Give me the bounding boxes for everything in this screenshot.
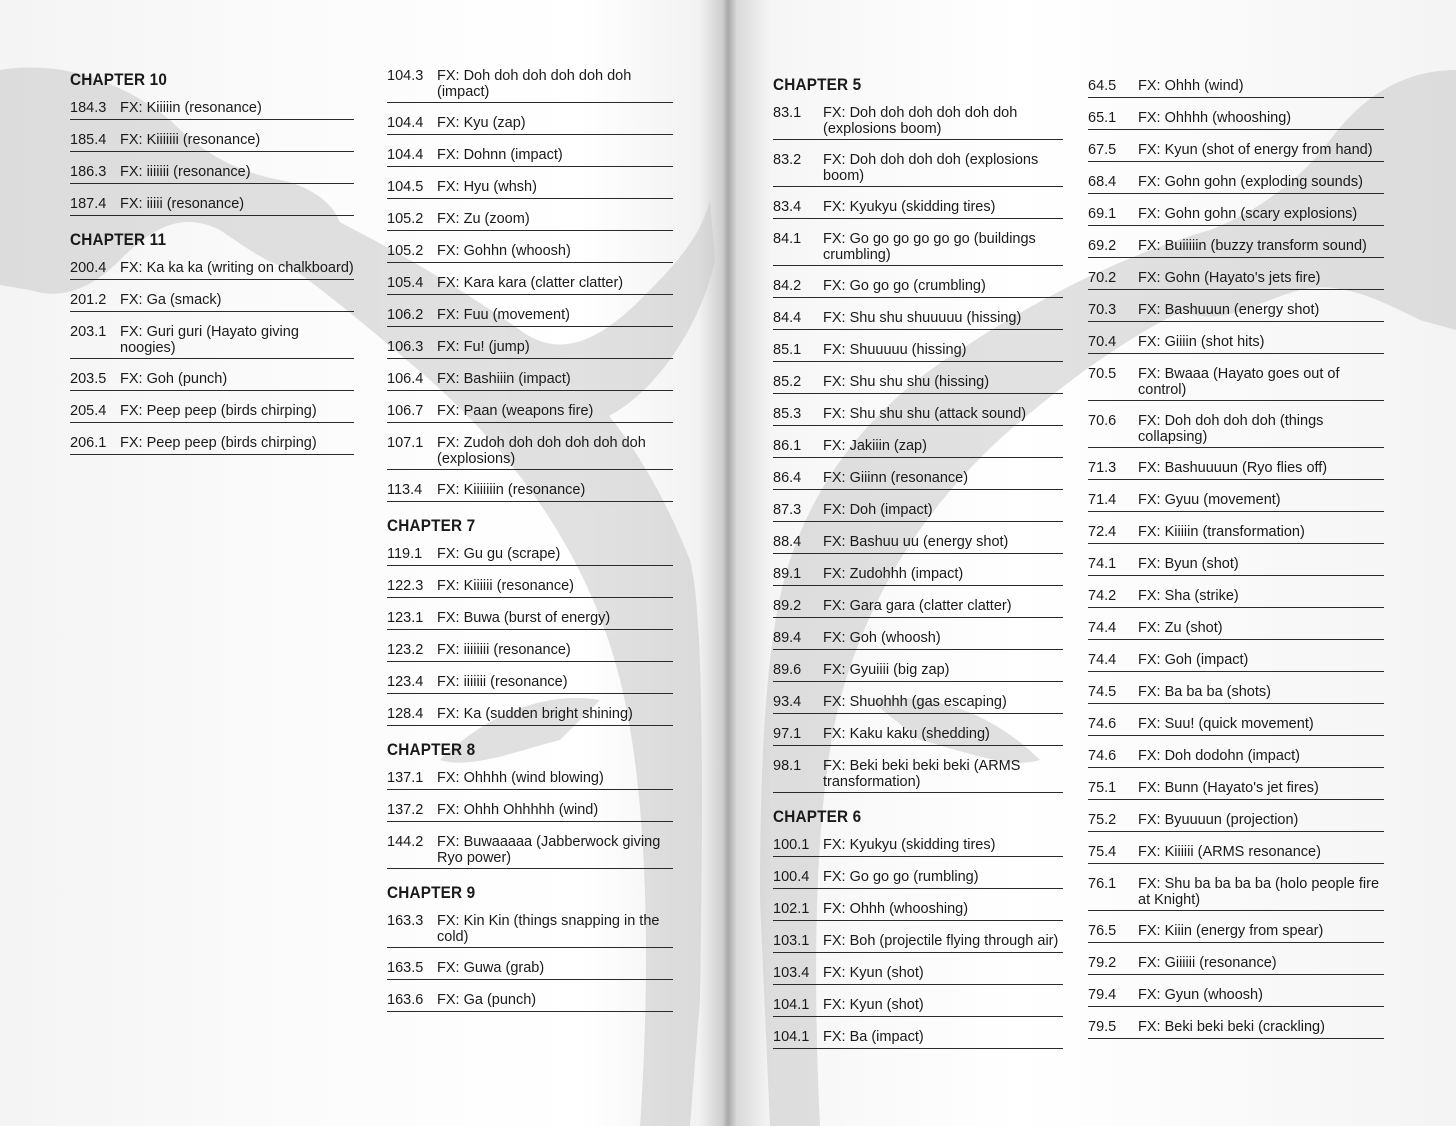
fx-text: FX: Goh (impact) — [1138, 652, 1249, 668]
chapter-heading: CHAPTER 5 — [773, 75, 862, 94]
fx-text: FX: Go go go (rumbling) — [823, 869, 979, 885]
page-number: 106.7 — [387, 403, 424, 419]
fx-text: FX: Ka ka ka (writing on chalkboard) — [120, 260, 354, 276]
chapter-heading: CHAPTER 6 — [773, 807, 862, 826]
page-number: 67.5 — [1088, 142, 1117, 158]
fx-entry — [387, 482, 673, 502]
page-number: 74.4 — [1088, 652, 1117, 668]
fx-entry — [1088, 812, 1384, 832]
page-number: 105.2 — [387, 211, 424, 227]
page-number: 100.1 — [773, 837, 810, 853]
fx-entry — [773, 965, 1063, 985]
fx-text: FX: Doh doh doh doh doh doh (explosions boom) — [823, 105, 1018, 137]
page-number: 70.5 — [1088, 366, 1117, 382]
fx-text: FX: Doh doh doh doh doh doh (impact) — [437, 68, 632, 100]
page-number: 85.3 — [773, 406, 802, 422]
fx-text: FX: Peep peep (birds chirping) — [120, 403, 317, 419]
fx-entry — [387, 834, 673, 869]
fx-text: FX: Sha (strike) — [1138, 588, 1239, 604]
page-number: 137.1 — [387, 770, 424, 786]
fx-entry — [1088, 110, 1384, 130]
fx-entry — [387, 960, 673, 980]
fx-text: FX: Beki beki beki beki (ARMS transformation) — [823, 758, 1021, 790]
fx-entry — [773, 231, 1063, 266]
page-number: 123.1 — [387, 610, 424, 626]
page-number: 89.6 — [773, 662, 802, 678]
fx-entry — [387, 674, 673, 694]
fx-entry — [1088, 748, 1384, 768]
page-number: 85.1 — [773, 342, 802, 358]
fx-entry — [773, 374, 1063, 394]
fx-text: FX: Bunn (Hayato's jet fires) — [1138, 780, 1319, 796]
page-number: 98.1 — [773, 758, 802, 774]
fx-entry — [1088, 524, 1384, 544]
fx-entry — [70, 324, 354, 359]
page-number: 203.5 — [70, 371, 107, 387]
fx-entry — [1088, 366, 1384, 401]
fx-entry — [1088, 460, 1384, 480]
fx-text: FX: Ohhh (whooshing) — [823, 901, 969, 917]
fx-entry — [1088, 652, 1384, 672]
fx-text: FX: Kiiiiin (resonance) — [120, 100, 262, 116]
fx-text: FX: Ohhhh (whooshing) — [1138, 110, 1292, 126]
fx-text: FX: Peep peep (birds chirping) — [120, 435, 317, 451]
fx-entry — [773, 758, 1063, 793]
fx-text: FX: iiiiiii (resonance) — [437, 674, 568, 690]
fx-text: FX: Guwa (grab) — [437, 960, 545, 976]
fx-entry — [387, 642, 673, 662]
fx-entry — [1088, 716, 1384, 736]
fx-text: FX: Beki beki beki (crackling) — [1138, 1019, 1325, 1035]
page-number: 123.2 — [387, 642, 424, 658]
page-number: 76.1 — [1088, 876, 1117, 892]
fx-text: FX: Ka (sudden bright shining) — [437, 706, 633, 722]
column-4 — [1088, 78, 1384, 1051]
column-1 — [70, 70, 354, 467]
page-number: 71.3 — [1088, 460, 1117, 476]
page-number: 102.1 — [773, 901, 810, 917]
page-number: 187.4 — [70, 196, 107, 212]
page-number: 119.1 — [387, 546, 423, 562]
page-number: 163.6 — [387, 992, 424, 1008]
page-number: 75.4 — [1088, 844, 1117, 860]
fx-entry — [387, 243, 673, 263]
fx-text: FX: Kiiiiin (transformation) — [1138, 524, 1305, 540]
fx-text: FX: Doh doh doh doh (things collapsing) — [1138, 413, 1324, 445]
fx-entry — [773, 534, 1063, 554]
fx-entry — [70, 435, 354, 455]
fx-entry — [1088, 334, 1384, 354]
fx-entry — [773, 406, 1063, 426]
chapter-heading: CHAPTER 7 — [387, 516, 476, 535]
chapter-heading: CHAPTER 9 — [387, 883, 476, 902]
page-number: 69.2 — [1088, 238, 1117, 254]
fx-entry — [387, 610, 673, 630]
page-number: 83.2 — [773, 152, 802, 168]
fx-text: FX: Fuu (movement) — [437, 307, 570, 323]
fx-entry — [773, 310, 1063, 330]
fx-text: FX: Kiiin (energy from spear) — [1138, 923, 1324, 939]
fx-entry — [1088, 987, 1384, 1007]
fx-text: FX: Dohnn (impact) — [437, 147, 563, 163]
page-number: 104.4 — [387, 147, 424, 163]
fx-entry — [387, 211, 673, 231]
fx-text: FX: Zu (shot) — [1138, 620, 1223, 636]
page-number: 104.4 — [387, 115, 424, 131]
fx-entry — [773, 470, 1063, 490]
page-number: 113.4 — [387, 482, 423, 498]
page-number: 122.3 — [387, 578, 424, 594]
page-number: 79.2 — [1088, 955, 1117, 971]
fx-text: FX: Zu (zoom) — [437, 211, 530, 227]
fx-text: FX: Guri guri (Hayato giving noogies) — [120, 324, 299, 356]
fx-entry — [387, 403, 673, 423]
page-number: 70.2 — [1088, 270, 1117, 286]
fx-entry — [1088, 684, 1384, 704]
page-number: 64.5 — [1088, 78, 1117, 94]
page-number: 107.1 — [387, 435, 424, 451]
page-number: 79.5 — [1088, 1019, 1117, 1035]
fx-text: FX: Buiiiiin (buzzy transform sound) — [1138, 238, 1367, 254]
fx-text: FX: Kiiiiiiin (resonance) — [437, 482, 586, 498]
fx-entry — [773, 837, 1063, 857]
page-number: 203.1 — [70, 324, 107, 340]
fx-entry — [773, 694, 1063, 714]
fx-text: FX: Gohn gohn (scary explosions) — [1138, 206, 1358, 222]
page-number: 70.6 — [1088, 413, 1117, 429]
fx-entry — [387, 147, 673, 167]
fx-text: FX: Gyuiiii (big zap) — [823, 662, 950, 678]
page-number: 206.1 — [70, 435, 107, 451]
page-number: 84.4 — [773, 310, 802, 326]
fx-text: FX: Gyuu (movement) — [1138, 492, 1281, 508]
fx-entry — [70, 196, 354, 216]
fx-text: FX: Giiiin (shot hits) — [1138, 334, 1265, 350]
page-number: 103.1 — [773, 933, 810, 949]
page-number: 83.1 — [773, 105, 802, 121]
fx-entry — [387, 339, 673, 359]
fx-text: FX: Giiinn (resonance) — [823, 470, 969, 486]
fx-entry — [387, 913, 673, 948]
fx-entry — [1088, 588, 1384, 608]
fx-text: FX: Jakiiin (zap) — [823, 438, 927, 454]
fx-text: FX: Bashuu uu (energy shot) — [823, 534, 1009, 550]
chapter-heading: CHAPTER 11 — [70, 230, 167, 249]
fx-text: FX: Ga (smack) — [120, 292, 222, 308]
fx-entry — [773, 662, 1063, 682]
fx-entry — [773, 438, 1063, 458]
page-number: 186.3 — [70, 164, 107, 180]
page-number: 200.4 — [70, 260, 107, 276]
fx-entry — [387, 546, 673, 566]
fx-text: FX: Boh (projectile flying through air) — [823, 933, 1059, 949]
page-number: 89.1 — [773, 566, 802, 582]
fx-text: FX: Gyun (whoosh) — [1138, 987, 1263, 1003]
fx-text: FX: Kiiiiii (resonance) — [437, 578, 574, 594]
page-number: 106.2 — [387, 307, 424, 323]
fx-text: FX: Bwaaa (Hayato goes out of control) — [1138, 366, 1340, 398]
fx-entry — [387, 578, 673, 598]
fx-entry — [70, 403, 354, 423]
fx-text: FX: Ba ba ba (shots) — [1138, 684, 1271, 700]
fx-text: FX: Bashuuuun (Ryo flies off) — [1138, 460, 1328, 476]
fx-entry — [1088, 142, 1384, 162]
fx-entry — [1088, 78, 1384, 98]
fx-text: FX: Doh (impact) — [823, 502, 933, 518]
page-number: 137.2 — [387, 802, 424, 818]
fx-entry — [1088, 876, 1384, 911]
fx-text: FX: Doh doh doh doh (explosions boom) — [823, 152, 1039, 184]
column-3 — [773, 75, 1063, 1061]
fx-entry — [773, 105, 1063, 140]
page-number: 100.4 — [773, 869, 810, 885]
fx-text: FX: Kyun (shot) — [823, 965, 924, 981]
fx-text: FX: Gohn (Hayato's jets fire) — [1138, 270, 1321, 286]
page-number: 205.4 — [70, 403, 107, 419]
chapter-heading: CHAPTER 8 — [387, 740, 476, 759]
page-number: 74.4 — [1088, 620, 1117, 636]
fx-text: FX: Shu ba ba ba ba (holo people fire at Knight) — [1138, 876, 1380, 908]
page-number: 163.5 — [387, 960, 424, 976]
fx-text: FX: iiiii (resonance) — [120, 196, 245, 212]
fx-text: FX: Byun (shot) — [1138, 556, 1239, 572]
fx-text: FX: Ohhh (wind) — [1138, 78, 1244, 94]
page-number: 104.1 — [773, 1029, 810, 1045]
page-number: 185.4 — [70, 132, 107, 148]
fx-entry — [387, 802, 673, 822]
fx-entry — [387, 115, 673, 135]
fx-text: FX: Kiiiiii (ARMS resonance) — [1138, 844, 1321, 860]
fx-entry — [1088, 174, 1384, 194]
fx-entry — [70, 292, 354, 312]
fx-text: FX: Byuuuun (projection) — [1138, 812, 1299, 828]
fx-entry — [1088, 844, 1384, 864]
fx-text: FX: Goh (whoosh) — [823, 630, 941, 646]
fx-entry — [1088, 492, 1384, 512]
page-number: 144.2 — [387, 834, 424, 850]
page-number: 75.1 — [1088, 780, 1117, 796]
page-number: 87.3 — [773, 502, 802, 518]
fx-text: FX: Zudohhh (impact) — [823, 566, 964, 582]
page-number: 79.4 — [1088, 987, 1117, 1003]
page-number: 105.2 — [387, 243, 424, 259]
chapter-heading: CHAPTER 10 — [70, 70, 168, 89]
fx-text: FX: iiiiiii (resonance) — [120, 164, 251, 180]
page-number: 105.4 — [387, 275, 424, 291]
fx-text: FX: Goh (punch) — [120, 371, 228, 387]
page-number: 74.6 — [1088, 716, 1117, 732]
page-number: 72.4 — [1088, 524, 1117, 540]
page-number: 93.4 — [773, 694, 802, 710]
fx-text: FX: Doh dodohn (impact) — [1138, 748, 1300, 764]
fx-text: FX: Shuuuuu (hissing) — [823, 342, 967, 358]
page-number: 84.1 — [773, 231, 802, 247]
fx-text: FX: iiiiiiii (resonance) — [437, 642, 571, 658]
fx-text: FX: Fu! (jump) — [437, 339, 530, 355]
fx-text: FX: Kyukyu (skidding tires) — [823, 199, 996, 215]
fx-entry — [773, 502, 1063, 522]
page-number: 74.1 — [1088, 556, 1117, 572]
page-number: 106.4 — [387, 371, 424, 387]
fx-entry — [387, 992, 673, 1012]
fx-text: FX: Kyun (shot of energy from hand) — [1138, 142, 1373, 158]
fx-text: FX: Kyukyu (skidding tires) — [823, 837, 996, 853]
fx-text: FX: Kara kara (clatter clatter) — [437, 275, 624, 291]
fx-text: FX: Gohhn (whoosh) — [437, 243, 571, 259]
page-number: 84.2 — [773, 278, 802, 294]
fx-entry — [1088, 955, 1384, 975]
fx-entry — [387, 770, 673, 790]
page-number: 86.4 — [773, 470, 802, 486]
fx-text: FX: Gara gara (clatter clatter) — [823, 598, 1012, 614]
fx-entry — [387, 435, 673, 470]
fx-text: FX: Kyu (zap) — [437, 115, 526, 131]
page-number: 86.1 — [773, 438, 802, 454]
page-number: 97.1 — [773, 726, 802, 742]
fx-entry — [773, 1029, 1063, 1049]
fx-entry — [70, 164, 354, 184]
fx-text: FX: Shu shu shu (attack sound) — [823, 406, 1027, 422]
fx-entry — [387, 275, 673, 295]
page-number: 74.6 — [1088, 748, 1117, 764]
fx-text: FX: Suu! (quick movement) — [1138, 716, 1314, 732]
fx-entry — [387, 706, 673, 726]
fx-text: FX: Buwaaaaa (Jabberwock giving Ryo power) — [437, 834, 661, 866]
fx-text: FX: Ohhhh (wind blowing) — [437, 770, 604, 786]
page-number: 70.4 — [1088, 334, 1117, 350]
fx-entry — [773, 278, 1063, 298]
fx-text: FX: Giiiiii (resonance) — [1138, 955, 1277, 971]
fx-entry — [773, 630, 1063, 650]
page-number: 89.2 — [773, 598, 802, 614]
page-number: 68.4 — [1088, 174, 1117, 190]
page-number: 69.1 — [1088, 206, 1117, 222]
fx-entry — [773, 598, 1063, 618]
page-number: 163.3 — [387, 913, 424, 929]
fx-entry — [773, 152, 1063, 187]
fx-entry — [773, 869, 1063, 889]
fx-entry — [1088, 780, 1384, 800]
fx-entry — [1088, 1019, 1384, 1039]
fx-text: FX: Ba (impact) — [823, 1029, 924, 1045]
fx-text: FX: Kyun (shot) — [823, 997, 924, 1013]
fx-entry — [773, 901, 1063, 921]
fx-text: FX: Go go go (crumbling) — [823, 278, 986, 294]
fx-text: FX: Paan (weapons fire) — [437, 403, 594, 419]
fx-entry — [1088, 270, 1384, 290]
fx-text: FX: Ohhh Ohhhhh (wind) — [437, 802, 599, 818]
page-number: 103.4 — [773, 965, 810, 981]
fx-entry — [70, 100, 354, 120]
page-number: 74.5 — [1088, 684, 1117, 700]
page-number: 65.1 — [1088, 110, 1117, 126]
fx-entry — [1088, 556, 1384, 576]
page-number: 88.4 — [773, 534, 802, 550]
fx-entry — [70, 260, 354, 280]
column-2 — [387, 68, 673, 1024]
fx-entry — [773, 342, 1063, 362]
fx-text: FX: Bashuuun (energy shot) — [1138, 302, 1320, 318]
fx-entry — [1088, 923, 1384, 943]
fx-entry — [773, 566, 1063, 586]
page-number: 104.5 — [387, 179, 424, 195]
fx-text: FX: Ga (punch) — [437, 992, 537, 1008]
fx-entry — [387, 307, 673, 327]
page-number: 184.3 — [70, 100, 107, 116]
fx-entry — [387, 68, 673, 103]
fx-text: FX: Shu shu shu (hissing) — [823, 374, 990, 390]
fx-text: FX: Bashiiin (impact) — [437, 371, 571, 387]
fx-text: FX: Shu shu shuuuuu (hissing) — [823, 310, 1022, 326]
page-number: 123.4 — [387, 674, 424, 690]
fx-entry — [1088, 620, 1384, 640]
page-number: 89.4 — [773, 630, 802, 646]
fx-text: FX: Zudoh doh doh doh doh doh (explosions) — [437, 435, 646, 467]
fx-text: FX: Kaku kaku (shedding) — [823, 726, 990, 742]
page-number: 128.4 — [387, 706, 424, 722]
page-number: 106.3 — [387, 339, 424, 355]
fx-text: FX: Kiiiiiii (resonance) — [120, 132, 261, 148]
page-number: 75.2 — [1088, 812, 1117, 828]
fx-text: FX: Buwa (burst of energy) — [437, 610, 611, 626]
fx-entry — [70, 371, 354, 391]
fx-entry — [773, 199, 1063, 219]
fx-text: FX: Hyu (whsh) — [437, 179, 537, 195]
fx-entry — [773, 997, 1063, 1017]
page-number: 85.2 — [773, 374, 802, 390]
page-number: 104.3 — [387, 68, 424, 84]
fx-text: FX: Shuohhh (gas escaping) — [823, 694, 1007, 710]
fx-entry — [387, 371, 673, 391]
page-number: 104.1 — [773, 997, 810, 1013]
page-number: 71.4 — [1088, 492, 1117, 508]
fx-entry — [1088, 413, 1384, 448]
fx-entry — [1088, 206, 1384, 226]
fx-entry — [773, 933, 1063, 953]
fx-text: FX: Gohn gohn (exploding sounds) — [1138, 174, 1363, 190]
page-number: 76.5 — [1088, 923, 1117, 939]
page-number: 70.3 — [1088, 302, 1117, 318]
fx-entry — [387, 179, 673, 199]
fx-entry — [1088, 302, 1384, 322]
fx-text: FX: Gu gu (scrape) — [437, 546, 561, 562]
page-number: 83.4 — [773, 199, 802, 215]
page-number: 74.2 — [1088, 588, 1117, 604]
page-number: 201.2 — [70, 292, 107, 308]
fx-text: FX: Kin Kin (things snapping in the cold) — [437, 913, 660, 945]
fx-entry — [70, 132, 354, 152]
fx-entry — [1088, 238, 1384, 258]
fx-text: FX: Go go go go go go (buildings crumbling) — [823, 231, 1036, 263]
fx-entry — [773, 726, 1063, 746]
